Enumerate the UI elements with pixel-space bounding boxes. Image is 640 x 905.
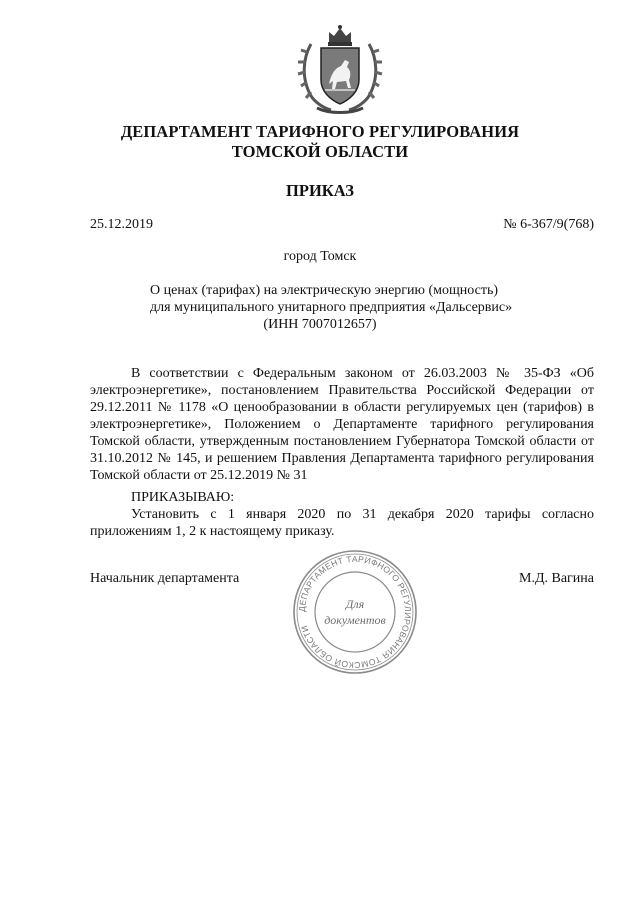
stamp-ring-text: ДЕПАРТАМЕНТ ТАРИФНОГО РЕГУЛИРОВАНИЯ ТОМСКОЙ ОБЛАСТИ (296, 553, 414, 671)
subject-line: для муниципального унитарного предприятия «Дальсервис» (150, 300, 513, 315)
preamble-paragraph: В соответствии с Федеральным законом от 26.03.2003 № 35-ФЗ «Об электроэнергетике», постановлением Правительства Российской Федерации от 29.12.2011 № 1178 «О ценообразовании в области регулируемых цен (тарифов) в электроэнергетике», Положением о Департаменте тарифного регулирования Томской области, утвержденным постановлением Губернатора Томской области от 31.10.2012 № 145, и решением Правления Департамента тарифного регулирования Томской области от 25.12.2019 № 31 (90, 366, 594, 483)
document-subject (150, 282, 513, 333)
signatory-name: М.Д. Вагина (519, 571, 594, 586)
document-city: город Томск (283, 249, 357, 264)
order-keyword: ПРИКАЗЫВАЮ: (131, 490, 235, 505)
document-date: 25.12.2019 (90, 217, 153, 232)
document-number: № 6-367/9(768) (503, 217, 594, 232)
signatory-position: Начальник департамента (90, 571, 240, 586)
organization-name-line1: ДЕПАРТАМЕНТ ТАРИФНОГО РЕГУЛИРОВАНИЯ (120, 122, 520, 141)
document-type: ПРИКАЗ (286, 181, 354, 200)
organization-name-line2: ТОМСКОЙ ОБЛАСТИ (231, 142, 409, 161)
subject-line: О ценах (тарифах) на электрическую энергию (мощность) (150, 283, 498, 298)
stamp-center-line2: документов (324, 613, 386, 627)
coat-of-arms-icon (297, 22, 383, 116)
stamp-center-line1: Для (345, 597, 365, 611)
official-stamp (291, 548, 419, 676)
order-clause: Установить с 1 января 2020 по 31 декабря 2020 тарифы согласно приложениям 1, 2 к настоящему приказу. (90, 507, 594, 539)
subject-line: (ИНН 7007012657) (263, 317, 377, 332)
